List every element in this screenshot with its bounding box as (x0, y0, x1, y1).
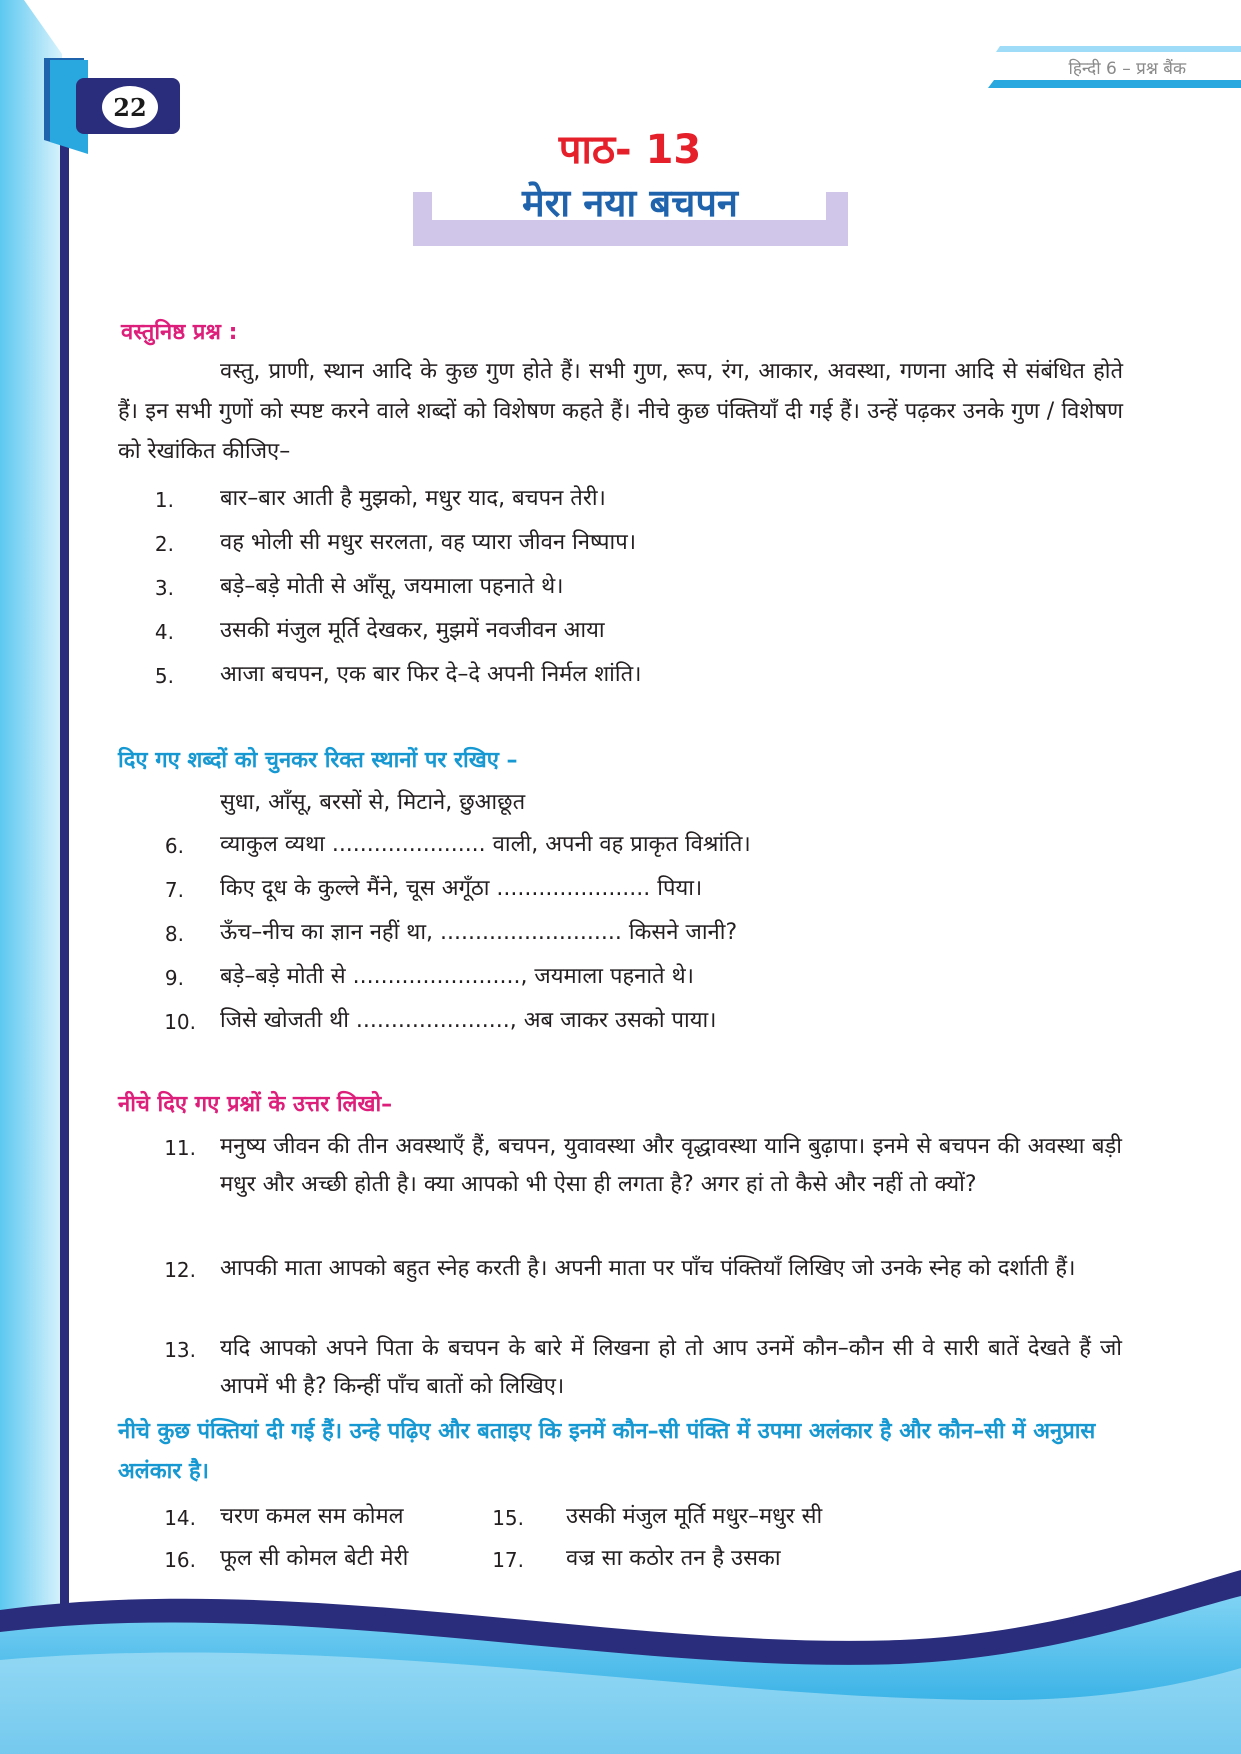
item-text: व्याकुल व्यथा ...................... वाली, अपनी वह प्राकृत विश्रांति। (220, 832, 751, 857)
lesson-title: मेरा नया बचपन (521, 181, 739, 225)
item-number: 6. (164, 834, 184, 858)
header-subject: हिन्दी 6 – प्रश्न बैंक (1068, 59, 1186, 79)
item-text: यदि आपको अपने पिता के बचपन के बारे में लिखना हो तो आप उनमें कौन–कौन सी वे सारी बातें देखते हैं जो आपमें भी है? किन्हीं पाँच बातों को लिखिए। (220, 1336, 1122, 1399)
section4-heading: नीचे कुछ पंक्तियां दी गई हैं। उन्हे पढ़िए और बताइए कि इनमें कौन–सी पंक्ति में उपमा अलंकार है और कौन–सी में अनुप्रास अलंकार है। (118, 1419, 1096, 1484)
section1-intro: वस्तु, प्राणी, स्थान आदि के कुछ गुण होते हैं। सभी गुण, रूप, रंग, आकार, अवस्था, गणना आदि से संबंधित होते हैं। इन सभी गुणों को स्पष्ट करने वाले शब्दों को विशेषण कहते हैं। नीचे कुछ पंक्तियाँ दी गई हैं। उन्हें पढ़कर उनके गुण / विशेषण को रेखांकित कीजिए– (118, 359, 1123, 464)
item-text: बड़े–बड़े मोती से ........................, जयमाला पहनाते थे। (220, 964, 694, 989)
item-text: उसकी मंजुल मूर्ति मधुर–मधुर सी (566, 1504, 823, 1529)
item-text: उसकी मंजुल मूर्ति देखकर, मुझमें नवजीवन आया (220, 618, 605, 643)
item-text: किए दूध के कुल्ले मैंने, चूस अगूँठा ...................... पिया। (220, 876, 703, 901)
item-number: 1. (154, 488, 174, 512)
item-text: जिसे खोजती थी ......................, अब जाकर उसको पाया। (220, 1008, 717, 1033)
item-number: 4. (154, 620, 174, 644)
item-number: 3. (154, 576, 174, 600)
item-number: 12. (164, 1258, 196, 1282)
page-number: 22 (113, 93, 147, 122)
lesson-number: पाठ- 13 (558, 127, 702, 173)
item-text: वज्र सा कठोर तन है उसका (566, 1546, 781, 1571)
section1-heading: वस्तुनिष्ठ प्रश्न : (121, 320, 238, 345)
section3-heading: नीचे दिए गए प्रश्नों के उत्तर लिखो– (118, 1092, 393, 1117)
item-number: 7. (164, 878, 184, 902)
item-text: फूल सी कोमल बेटी मेरी (220, 1546, 409, 1571)
left-band (0, 0, 62, 1754)
item-text: बार–बार आती है मुझको, मधुर याद, बचपन तेरी। (220, 486, 606, 511)
word-bank: सुधा, आँसू, बरसों से, मिटाने, छुआछूत (220, 790, 526, 815)
item-text: मनुष्य जीवन की तीन अवस्थाएँ हैं, बचपन, युवावस्था और वृद्धावस्था यानि बुढ़ापा। इनमे से बचपन की अवस्था बड़ी मधुर और अच्छी होती है। क्या आपको भी ऐसा ही लगता है? अगर हां तो कैसे और नहीं तो क्यों? (220, 1134, 1122, 1197)
item-number: 11. (164, 1136, 196, 1160)
item-number: 17. (492, 1548, 524, 1572)
header-stripe-light (996, 46, 1241, 52)
item-number: 2. (154, 532, 174, 556)
item-text: वह भोली सी मधुर सरलता, वह प्यारा जीवन निष्पाप। (220, 530, 637, 555)
section2-heading: दिए गए शब्दों को चुनकर रिक्त स्थानों पर रखिए – (118, 748, 518, 773)
item-text: ऊँच–नीच का ज्ञान नहीं था, .......................... किसने जानी? (220, 920, 738, 945)
header-stripe (988, 80, 1241, 88)
item-number: 10. (164, 1010, 196, 1034)
item-number: 9. (164, 966, 184, 990)
item-number: 16. (164, 1548, 196, 1572)
item-text: चरण कमल सम कोमल (220, 1504, 404, 1529)
left-pole (60, 60, 69, 1680)
item-text: आपकी माता आपको बहुत स्नेह करती है। अपनी माता पर पाँच पंक्तियाँ लिखिए जो उनके स्नेह को दर्शाती हैं। (220, 1256, 1076, 1281)
item-number: 14. (164, 1506, 196, 1530)
item-number: 5. (154, 664, 174, 688)
item-number: 15. (492, 1506, 524, 1530)
item-text: बड़े–बड़े मोती से आँसू, जयमाला पहनाते थे। (220, 574, 564, 599)
item-number: 8. (164, 922, 184, 946)
item-text: आजा बचपन, एक बार फिर दे–दे अपनी निर्मल शांति। (220, 662, 642, 687)
item-number: 13. (164, 1338, 196, 1362)
